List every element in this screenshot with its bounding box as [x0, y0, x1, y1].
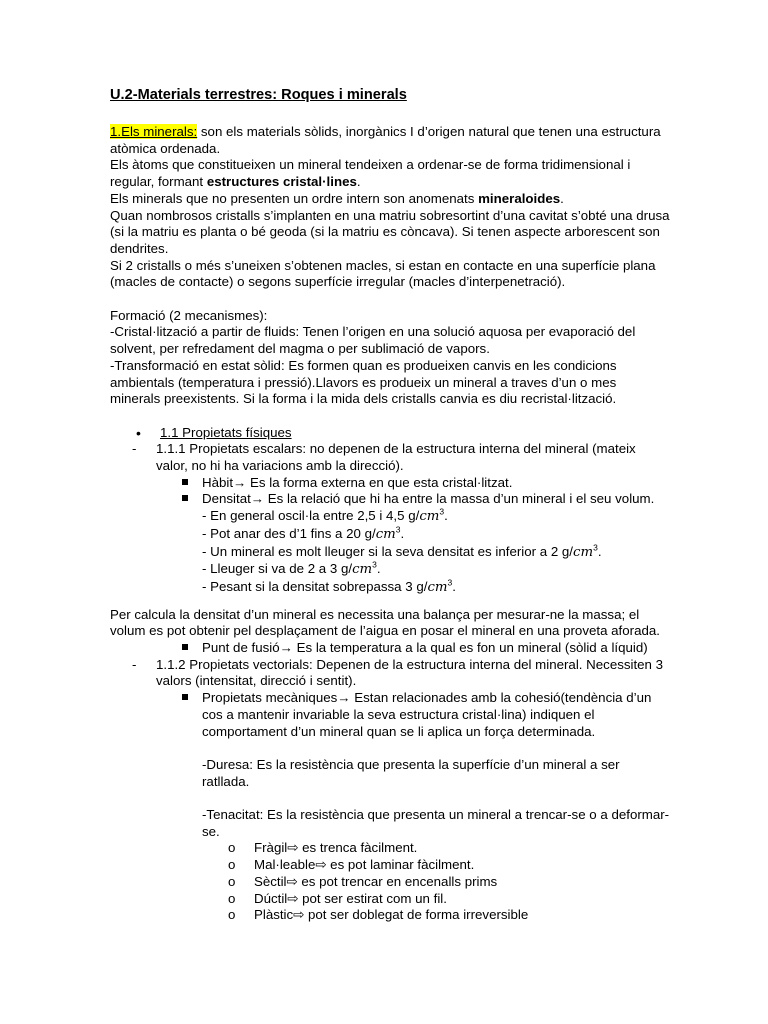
mineraloids-text: Els minerals que no presenten un ordre intern son anomenats — [110, 190, 479, 206]
bullet-icon: • — [136, 424, 141, 441]
densitat-line-text: - En general oscil·la entre 2,5 i 4,5 g/ — [202, 508, 420, 524]
densitat-line-end: . — [400, 525, 405, 541]
densitat-line-end: . — [452, 578, 456, 594]
square-bullet-icon — [182, 644, 188, 650]
vectorials-text: 1.1.2 Propietats vectorials: Depenen de la estructura interna del mineral. Necessiten 3 valors (intensitat, direcció i sentit). — [156, 656, 664, 689]
mineraloids-paragraph — [110, 191, 670, 208]
drusa-paragraph: Quan nombrosos cristalls s’implanten en una matriu sobresortint d’una cavitat s’obté una drusa (si la matriu es planta o bé geoda (si la matriu es còncava). Si tenen aspecte arborescent son dendrites. — [110, 207, 670, 256]
densitat-line-text: - Pot anar des d’1 fins a 20 g/ — [202, 525, 376, 541]
circle-bullet-icon: o — [228, 840, 236, 856]
circle-bullet-icon: o — [228, 890, 236, 906]
densitat-line-end: . — [597, 543, 602, 559]
dash-marker: - — [132, 656, 137, 672]
type-text: Mal·leable⇨ es pot laminar fàcilment. — [254, 857, 475, 873]
densitat-line-end: . — [376, 561, 381, 577]
transformacio-paragraph: -Transformació en estat sòlid: Es formen quan es produeixen canvis en les condicions ambientals (temperatura i pressió).Llavors es produeix un mineral a traves d’un o mes minerals preexistents. Si la forma i la mida dels cristalls canvia es diu recristal·lització. — [110, 357, 617, 407]
intro-definition-text: son els materials sòlids, inorgànics I d’origen natural que tenen una estructura atòmica ordenada. — [110, 124, 661, 156]
densitat-line-text: - Lleuger si va de 2 a 3 g/ — [202, 561, 353, 577]
fusio-text: Punt de fusió→ Es la temperatura a la qual es fon un mineral (sòlid a líquid) — [202, 640, 648, 656]
unit-exponent: 3 — [439, 506, 445, 517]
formacio-heading: Formació (2 mecanismes): — [110, 307, 268, 323]
cristallitzacio-paragraph: -Cristal·lització a partir de fluids: Tenen l’origen en una solució aquosa per evaporació del solvent, per refredament del magma o per sublimació de vapors. — [110, 324, 636, 357]
unit-exponent: 3 — [372, 559, 377, 570]
spacer — [110, 597, 670, 607]
atoms-bold-term: estructures cristal·lines — [206, 174, 357, 190]
densitat-line — [110, 579, 670, 597]
atoms-paragraph — [110, 157, 670, 190]
spacer — [110, 291, 670, 308]
macles-paragraph: Si 2 cristalls o més s’uneixen s’obtenen macles, si estan en contacte en una superfície plana (macles de contacte) o segons superfície irregular (macles d’interpenetració). — [110, 257, 656, 290]
unit-cm: cm — [573, 544, 594, 560]
square-bullet-icon — [182, 694, 188, 700]
circle-bullet-icon: o — [228, 857, 236, 873]
densitat-line — [110, 508, 670, 526]
densitat-line-text: - Un mineral es molt lleuger si la seva densitat es inferior a 2 g/ — [202, 543, 574, 559]
circle-bullet-icon: o — [228, 907, 236, 923]
unit-cm: cm — [375, 526, 396, 542]
type-text: Sèctil⇨ es pot trencar en encenalls prims — [254, 873, 498, 889]
list-item-propietats-escalars — [110, 441, 670, 474]
list-item-fragil — [110, 840, 670, 857]
list-item-densitat — [110, 491, 670, 508]
list-item-propietats-vectorials — [110, 657, 670, 690]
unit-cm: cm — [352, 562, 373, 578]
habit-text: Hàbit→ Es la forma externa en que esta cristal·litzat. — [202, 474, 513, 490]
square-bullet-icon — [182, 479, 188, 485]
unit-exponent: 3 — [593, 542, 598, 553]
densitat-line-text: - Pesant si la densitat sobrepassa 3 g/ — [202, 578, 428, 594]
atoms-end: . — [356, 174, 361, 190]
densitat-line — [110, 526, 670, 544]
mecaniques-text: Propietats mecàniques→ Estan relacionades amb la cohesió(tendència d’un cos a mantenir invariable la seva estructura cristal·lina) indiquen el comportament d’un mineral quan se li aplica un força determinada. — [202, 690, 652, 739]
unit-exponent: 3 — [395, 524, 401, 535]
list-item-malleable — [110, 857, 670, 874]
list-item-propietats-fisiques — [110, 425, 670, 442]
list-item-ductil — [110, 891, 670, 908]
highlighted-heading: 1.Els minerals: — [110, 124, 198, 139]
mineraloids-bold-term: mineraloides — [478, 190, 561, 206]
document-body — [110, 86, 670, 924]
spacer — [110, 740, 670, 757]
page-title: U.2-Materials terrestres: Roques i minerals — [110, 87, 407, 103]
circle-bullet-icon: o — [228, 873, 236, 889]
atoms-text: Els àtoms que constitueixen un mineral tendeixen a ordenar-se de forma tridimensional i regular, formant — [110, 157, 631, 190]
calcula-paragraph: Per calcula la densitat d’un mineral es necessita una balança per mesurar-ne la massa; el volum es pot obtenir pel desplaçament de l’aigua en posar el mineral en una proveta aforada. — [110, 606, 660, 639]
list-item-sectil — [110, 874, 670, 891]
unit-cm: cm — [419, 509, 440, 525]
list-item-propietats-mecaniques — [110, 690, 670, 740]
duresa-paragraph: -Duresa: Es la resistència que presenta la superfície d’un mineral a ser ratllada. — [202, 756, 620, 789]
section-label: 1.1 Propietats físiques — [160, 424, 292, 440]
densitat-line-end: . — [444, 508, 448, 524]
escalars-text: 1.1.1 Propietats escalars: no depenen de la estructura interna del mineral (mateix valor, no hi ha variacions amb la direcció). — [156, 441, 636, 474]
list-item-habit — [110, 475, 670, 492]
dash-marker: - — [132, 441, 137, 457]
densitat-text: Densitat→ Es la relació que hi ha entre la massa d’un mineral i el seu volum. — [202, 491, 655, 507]
square-bullet-icon — [182, 495, 188, 501]
densitat-values — [110, 508, 670, 597]
type-text: Fràgil⇨ es trenca fàcilment. — [254, 840, 418, 856]
spacer — [110, 408, 670, 425]
type-text: Plàstic⇨ pot ser doblegat de forma irreversible — [254, 907, 529, 923]
spacer — [110, 790, 670, 807]
list-item-plastic — [110, 907, 670, 924]
unit-cm: cm — [427, 579, 448, 595]
mineraloids-end: . — [560, 190, 564, 206]
unit-exponent: 3 — [447, 577, 453, 588]
list-item-punt-fusio — [110, 640, 670, 657]
densitat-line — [110, 561, 670, 579]
intro-definition — [110, 124, 670, 157]
densitat-line — [110, 544, 670, 562]
tenacitat-paragraph: -Tenacitat: Es la resistència que presenta un mineral a trencar-se o a deformar-se. — [202, 807, 670, 839]
type-text: Dúctil⇨ pot ser estirat com un fil. — [254, 890, 447, 906]
